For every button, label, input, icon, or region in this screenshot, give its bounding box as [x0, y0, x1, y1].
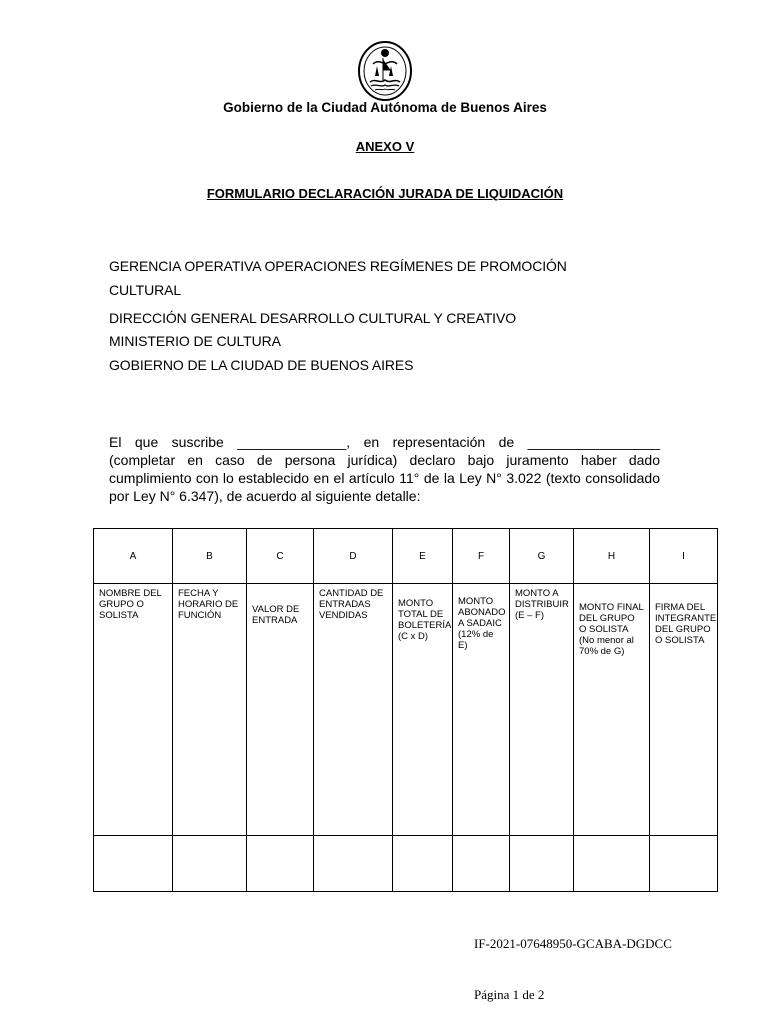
column-header: MONTO A DISTRIBUIR (E – F): [510, 584, 574, 836]
column-letter: H: [574, 529, 650, 584]
table-cell[interactable]: [510, 836, 574, 892]
column-header: MONTO ABONADO A SADAIC (12% de E): [453, 584, 510, 836]
annex-title: ANEXO V: [355, 139, 415, 154]
column-header: FIRMA DEL INTEGRANTE DEL GRUPO O SOLISTA: [650, 584, 718, 836]
table-cell[interactable]: [94, 836, 173, 892]
column-header-row: [94, 584, 718, 836]
column-letter: D: [314, 529, 393, 584]
table-cell[interactable]: [393, 836, 453, 892]
liquidation-table: [93, 528, 718, 892]
table-cell[interactable]: [453, 836, 510, 892]
column-header: MONTO TOTAL DE BOLETERÍA (C x D): [393, 584, 453, 836]
column-header: NOMBRE DEL GRUPO O SOLISTA: [94, 584, 173, 836]
column-letter: G: [510, 529, 574, 584]
column-letter-row: [94, 529, 718, 584]
table-cell[interactable]: [574, 836, 650, 892]
column-letter: I: [650, 529, 718, 584]
column-header: VALOR DE ENTRADA: [247, 584, 314, 836]
org-line-4: MINISTERIO DE CULTURA: [109, 333, 281, 349]
column-header: CANTIDAD DE ENTRADAS VENDIDAS: [314, 584, 393, 836]
document-id: IF-2021-07648950-GCABA-DGDCC: [474, 936, 672, 951]
column-letter: E: [393, 529, 453, 584]
column-letter: F: [453, 529, 510, 584]
column-header: MONTO FINAL DEL GRUPO O SOLISTA (No menor al 70% de G): [574, 584, 650, 836]
org-line-5: GOBIERNO DE LA CIUDAD DE BUENOS AIRES: [109, 357, 414, 373]
table-cell[interactable]: [247, 836, 314, 892]
org-line-2: CULTURAL: [109, 282, 182, 298]
form-title: FORMULARIO DECLARACIÓN JURADA DE LIQUIDACIÓN: [206, 186, 564, 201]
declaration-text: El que suscribe ______________, en representación de _________________ (completar en caso de persona jurídica) declaro bajo juramento haber dado cumplimiento con lo establecido en el artículo 11° de la Ley N° 3.022 (texto consolidado por Ley N° 6.347), de acuerdo al siguiente detalle:: [109, 434, 660, 504]
column-header: FECHA Y HORARIO DE FUNCIÓN: [173, 584, 247, 836]
page-number: Página 1 de 2: [474, 987, 545, 1002]
org-line-3: DIRECCIÓN GENERAL DESARROLLO CULTURAL Y CREATIVO: [109, 310, 516, 326]
table-cell[interactable]: [173, 836, 247, 892]
table-cell[interactable]: [650, 836, 718, 892]
org-line-1: GERENCIA OPERATIVA OPERACIONES REGÍMENES DE PROMOCIÓN: [109, 258, 567, 274]
city-coat-of-arms-icon: [357, 40, 413, 102]
table-row: [94, 836, 718, 892]
column-letter: C: [247, 529, 314, 584]
government-title: Gobierno de la Ciudad Autónoma de Buenos Aires: [223, 100, 547, 115]
column-letter: B: [173, 529, 247, 584]
column-letter: A: [94, 529, 173, 584]
table-cell[interactable]: [314, 836, 393, 892]
